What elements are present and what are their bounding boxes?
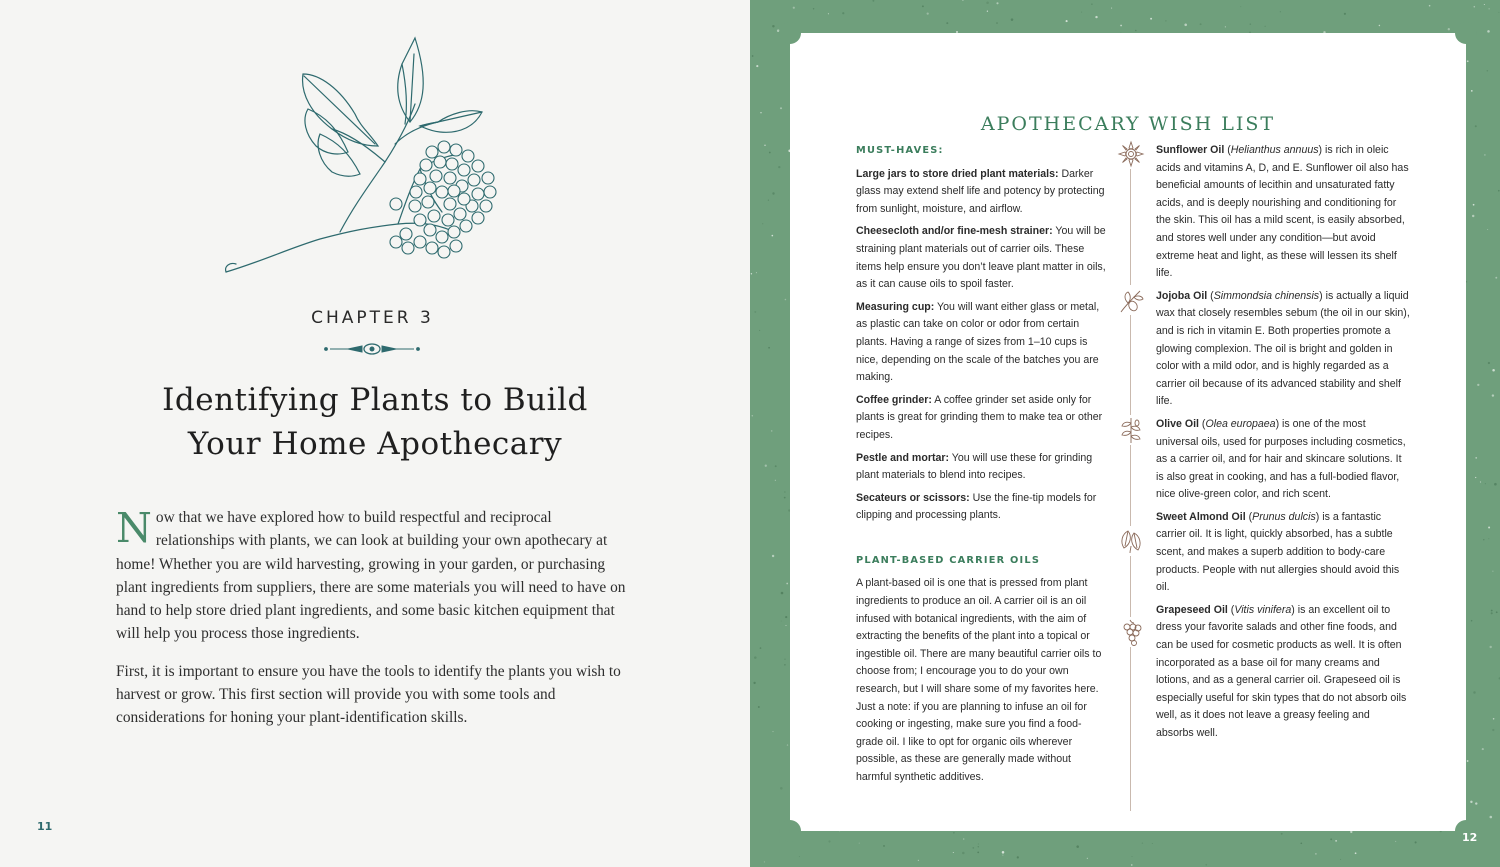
- carrier-oils-text: A plant-based oil is one that is pressed from plant ingredients to produce an oil. A carrier oil is an oil infused with botanical ingredients, with the aim of extracting the benefits of the plant into a topical or ingestible oil. There are many beautiful carrier oils to choose from; I encourage you to do your own research, but I will share some of my favorites here. Just a note: if you are planning to infuse an oil for cooking or ingesting, make sure you find a food-grade oil. I like to opt for organic oils wherever possible, as these are generally made without harmful synthetic additives.: [856, 577, 1102, 783]
- oil-entry: Sweet Almond Oil (Prunus dulcis) is a fantastic carrier oil. It is light, quickly absorbed, has a subtle scent, and makes a superb addition to body-care products. People with nut allergies should avoid this oil.: [1156, 510, 1400, 594]
- oil-name: Olive Oil: [1156, 417, 1199, 430]
- wish-list-card: [790, 33, 1466, 831]
- icon-timeline-line: [1130, 167, 1131, 811]
- item-text: You will be straining plant materials out of carrier oils. These items help ensure you don’t leave plant matter in oils, as it can cause oils to spoil faster.: [856, 225, 1106, 291]
- oil-entry: Olive Oil (Olea europaea) is one of the most universal oils, used for purposes including cosmetics, as a carrier oil, and for hair and skincare solutions. It is also great in cooking, and has a full-bodied flavor, nice olive-green color, and rich scent.: [1156, 417, 1406, 501]
- carrier-oils-column: [1156, 142, 1410, 748]
- oil-entry: Sunflower Oil (Helianthus annuus) is rich in oleic acids and vitamins A, D, and E. Sunflower oil also has beneficial amounts of lecithin and unsaturated fatty acids, and is deeply nourishing and conditioning for the skin. This oil has a mild scent, is easily absorbed, and stores well under any condition—but avoid extreme heat and light, as these will lessen its shelf life.: [1156, 144, 1409, 280]
- almond-icon: [1116, 526, 1146, 556]
- ornament-divider: [322, 341, 422, 357]
- intro-paragraph-1: [116, 506, 631, 646]
- oil-latin-name: Prunus dulcis: [1252, 510, 1316, 523]
- chapter-title-line-2: Your Home Apothecary: [187, 426, 563, 462]
- jojoba-icon: [1116, 285, 1146, 315]
- sunflower-icon: [1116, 139, 1146, 169]
- oil-name: Grapeseed Oil: [1156, 603, 1228, 616]
- elderberry-branch-illustration: [220, 34, 510, 280]
- page-number-right: 12: [1462, 831, 1478, 844]
- drop-cap: N: [116, 504, 152, 552]
- wish-list-title: APOTHECARY WISH LIST: [980, 113, 1276, 135]
- right-page: [750, 0, 1500, 867]
- item-text: You will use these for grinding plant materials to blend into recipes.: [856, 451, 1093, 482]
- oil-latin-name: Helianthus annuus: [1230, 144, 1319, 156]
- chapter-title-line-1: Identifying Plants to Build: [162, 382, 588, 418]
- oil-description: is an excellent oil to dress your favorite salads and other fine foods, and can be used for cosmetic products as well. It is often incorporated as a base oil for many creams and lotions, and as a general carrier oil. Grapeseed oil is especially useful for skin types that do not absorb oils well, as it does not leave a greasy feeling and absorbs well.: [1156, 603, 1407, 739]
- must-haves-column: [856, 142, 1106, 792]
- oil-description: is actually a liquid wax that closely resembles sebum (the oil in our skin), and is rich in vitamin E. Both properties promote a glowing complexion. The oil is bright and golden in color with a mild odor, and is highly regarded as a carrier oil because of its advanced stability and shelf life.: [1156, 289, 1410, 408]
- chapter-label: CHAPTER 3: [311, 308, 434, 328]
- card-corner-notch: [779, 820, 801, 842]
- oil-entry: Jojoba Oil (Simmondsia chinensis) is actually a liquid wax that closely resembles sebum (the oil in our skin), and is rich in vitamin E. Both properties promote a glowing complexion. The oil is bright and golden in color with a mild odor, and is highly regarded as a carrier oil because of its advanced stability and shelf life.: [1156, 289, 1410, 408]
- item-text: Use the fine-tip models for clipping and processing plants.: [856, 491, 1097, 522]
- item-text: A coffee grinder set aside only for plants is great for grinding them to make tea or other recipes.: [856, 393, 1103, 441]
- list-item: [856, 450, 1106, 485]
- chapter-title: [110, 378, 640, 466]
- carrier-oils-heading: PLANT-BASED CARRIER OILS: [856, 554, 1041, 566]
- intro-paragraph-2: First, it is important to ensure you have the tools to identify the plants you wish to harvest or grow. This first section will provide you with some tools and considerations for honing your plant-identification skills.: [116, 662, 621, 727]
- oil-description: is rich in oleic acids and vitamins A, D, and E. Sunflower oil also has beneficial amounts of lecithin and unsaturated fatty acids, and is deeply nourishing and conditioning for the skin. This oil has a mild scent, is easily absorbed, and stores well under any condition—but avoid extreme heat and light, as these will lessen its shelf life.: [1156, 144, 1409, 280]
- oil-name: Sweet Almond Oil: [1156, 510, 1246, 523]
- list-item: [856, 392, 1106, 445]
- card-corner-notch: [779, 22, 801, 44]
- item-term: Secateurs or scissors:: [856, 491, 970, 504]
- item-text: Darker glass may extend shelf life and potency by protecting from sunlight, moisture, and airflow.: [856, 167, 1105, 215]
- list-item: [856, 490, 1106, 525]
- item-text: You will want either glass or metal, as plastic can take on color or odor from certain plants. Having a range of sizes from 1–10 cups is nice, depending on the scale of the batches you are making.: [856, 300, 1100, 384]
- page-number-left: 11: [37, 820, 53, 833]
- item-term: Cheesecloth and/or fine-mesh strainer:: [856, 225, 1053, 238]
- list-item: [856, 299, 1106, 387]
- must-haves-heading: MUST-HAVES:: [856, 145, 944, 156]
- item-term: Coffee grinder:: [856, 393, 932, 406]
- card-corner-notch: [1455, 22, 1477, 44]
- oil-description: is a fantastic carrier oil. It is light, quickly absorbed, has a subtle scent, and makes a superb addition to body-care products. People with nut allergies should avoid this oil.: [1156, 510, 1400, 594]
- list-item: [856, 223, 1106, 293]
- oil-entry: Grapeseed Oil (Vitis vinifera) is an excellent oil to dress your favorite salads and other fine foods, and can be used for cosmetic products as well. It is often incorporated as a base oil for many creams and lotions, and as a general carrier oil. Grapeseed oil is especially useful for skin types that do not absorb oils well, as it does not leave a greasy feeling and absorbs well.: [1156, 603, 1407, 739]
- grape-icon: [1116, 617, 1146, 647]
- oil-latin-name: Olea europaea: [1205, 417, 1276, 430]
- chapter-intro: [116, 506, 631, 744]
- oil-latin-name: Simmondsia chinensis: [1213, 289, 1320, 302]
- list-item: [856, 166, 1106, 219]
- item-term: Measuring cup:: [856, 300, 935, 313]
- olive-branch-icon: [1116, 415, 1146, 445]
- oil-name: Jojoba Oil: [1156, 289, 1208, 302]
- item-term: Pestle and mortar:: [856, 451, 950, 464]
- oil-latin-name: Vitis vinifera: [1234, 603, 1292, 616]
- oil-name: Sunflower Oil: [1156, 144, 1225, 156]
- intro-paragraph-1-text: ow that we have explored how to build respectful and reciprocal relationships with plants, we can look at building your own apothecary at home! Whether you are wild harvesting, growing in your garden, or purchasing plant ingredients from suppliers, there are some materials you will need to have on hand to help store dried plant ingredients, and some basic kitchen equipment that will help you process those ingredients.: [116, 509, 626, 643]
- item-term: Large jars to store dried plant materials:: [856, 167, 1059, 180]
- oil-description: is one of the most universal oils, used for purposes including cosmetics, as a carrier oil, and for hair and skincare solutions. It is also great in cooking, and has a full-bodied flavor, nice olive-green color, and rich scent.: [1156, 417, 1406, 501]
